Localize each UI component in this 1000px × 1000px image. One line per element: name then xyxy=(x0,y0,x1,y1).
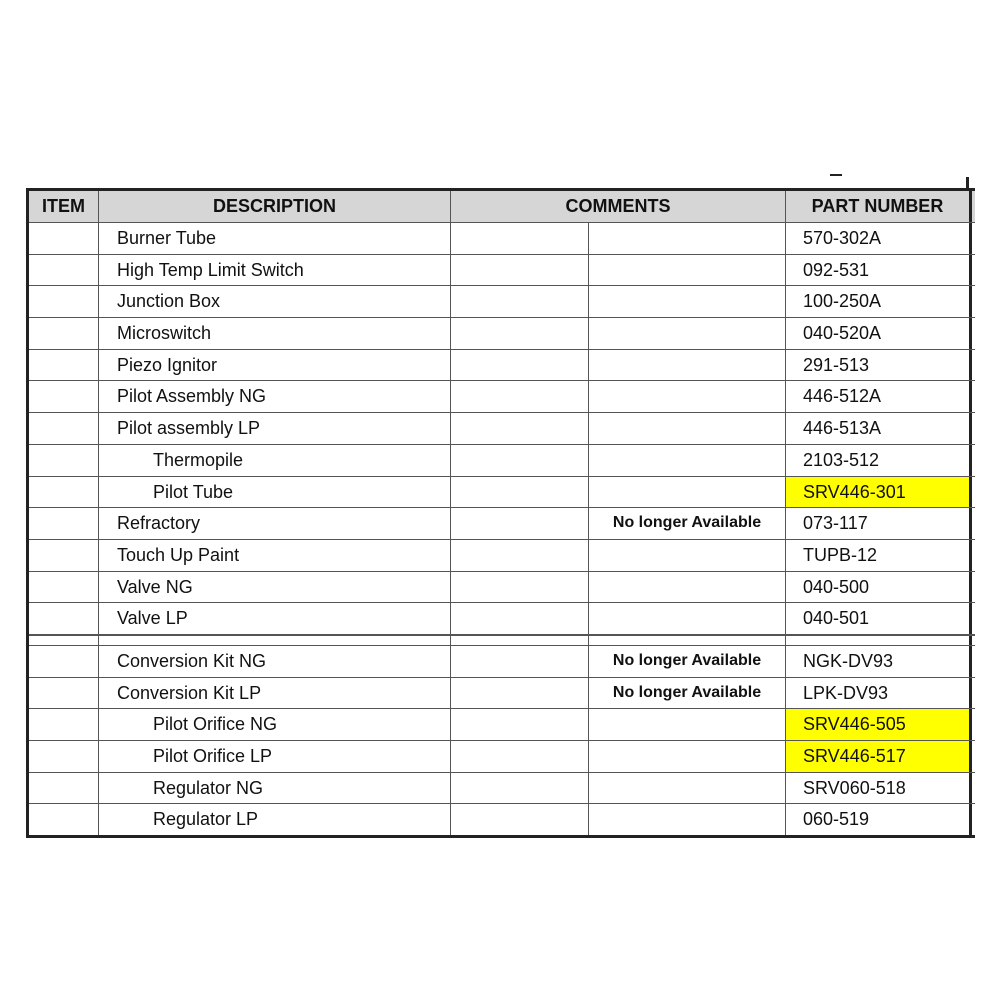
comment-cell-a xyxy=(451,741,589,772)
description-cell: Touch Up Paint xyxy=(99,540,451,571)
table-row xyxy=(29,350,975,382)
table-row xyxy=(29,804,975,835)
table-row xyxy=(29,223,975,255)
separator-cell xyxy=(451,636,589,645)
comment-cell xyxy=(589,804,786,835)
comment-cell xyxy=(589,540,786,571)
comment-cell xyxy=(589,709,786,740)
description-cell: Conversion Kit NG xyxy=(99,646,451,677)
table-row xyxy=(29,572,975,604)
separator-cell xyxy=(29,636,99,645)
comment-cell xyxy=(589,445,786,476)
description-cell: Thermopile xyxy=(99,445,451,476)
item-cell xyxy=(29,709,99,740)
comment-cell-a xyxy=(451,223,589,254)
part-number-cell: 040-501 xyxy=(786,603,972,634)
comment-cell xyxy=(589,286,786,317)
item-cell xyxy=(29,318,99,349)
header-description: DESCRIPTION xyxy=(99,191,451,222)
description-cell: Pilot Tube xyxy=(99,477,451,508)
comment-cell: No longer Available xyxy=(589,678,786,709)
part-number-cell: 040-520A xyxy=(786,318,972,349)
item-cell xyxy=(29,804,99,835)
item-cell xyxy=(29,508,99,539)
comment-cell xyxy=(589,741,786,772)
description-cell: High Temp Limit Switch xyxy=(99,255,451,286)
item-cell xyxy=(29,540,99,571)
table-row xyxy=(29,413,975,445)
comment-cell xyxy=(589,477,786,508)
part-number-cell-highlighted: SRV446-505 xyxy=(786,709,972,740)
item-cell xyxy=(29,603,99,634)
description-cell: Junction Box xyxy=(99,286,451,317)
comment-cell-a xyxy=(451,709,589,740)
comment-cell-a xyxy=(451,572,589,603)
description-cell: Microswitch xyxy=(99,318,451,349)
item-cell xyxy=(29,678,99,709)
description-cell: Burner Tube xyxy=(99,223,451,254)
comment-cell-a xyxy=(451,804,589,835)
part-number-cell: 2103-512 xyxy=(786,445,972,476)
description-cell: Pilot assembly LP xyxy=(99,413,451,444)
parts-table xyxy=(26,188,975,838)
item-cell xyxy=(29,445,99,476)
comment-cell-a xyxy=(451,477,589,508)
comment-cell-a xyxy=(451,413,589,444)
table-row xyxy=(29,477,975,509)
description-cell: Piezo Ignitor xyxy=(99,350,451,381)
table-row xyxy=(29,286,975,318)
item-cell xyxy=(29,572,99,603)
item-cell xyxy=(29,741,99,772)
comment-cell-a xyxy=(451,508,589,539)
table-row xyxy=(29,741,975,773)
part-number-cell-highlighted: SRV446-301 xyxy=(786,477,972,508)
comment-cell-a xyxy=(451,540,589,571)
comment-cell xyxy=(589,413,786,444)
item-cell xyxy=(29,350,99,381)
group-separator xyxy=(29,635,975,646)
comment-cell xyxy=(589,572,786,603)
item-cell xyxy=(29,223,99,254)
part-number-cell: 060-519 xyxy=(786,804,972,835)
comment-cell xyxy=(589,318,786,349)
part-number-cell: 100-250A xyxy=(786,286,972,317)
item-cell xyxy=(29,413,99,444)
table-row xyxy=(29,678,975,710)
comment-cell xyxy=(589,350,786,381)
part-number-cell: 073-117 xyxy=(786,508,972,539)
table-row xyxy=(29,709,975,741)
table-row xyxy=(29,508,975,540)
comment-cell: No longer Available xyxy=(589,646,786,677)
part-number-cell: SRV060-518 xyxy=(786,773,972,804)
comment-cell-a xyxy=(451,646,589,677)
description-cell: Refractory xyxy=(99,508,451,539)
item-cell xyxy=(29,286,99,317)
comment-cell-a xyxy=(451,381,589,412)
table-row xyxy=(29,540,975,572)
top-mark xyxy=(830,174,842,176)
part-number-cell: 291-513 xyxy=(786,350,972,381)
table-row xyxy=(29,255,975,287)
header-comments: COMMENTS xyxy=(451,191,786,222)
header-part-number: PART NUMBER xyxy=(786,191,972,222)
description-cell: Regulator LP xyxy=(99,804,451,835)
item-cell xyxy=(29,646,99,677)
item-cell xyxy=(29,477,99,508)
table-row xyxy=(29,318,975,350)
separator-cell xyxy=(589,636,786,645)
comment-cell-a xyxy=(451,445,589,476)
description-cell: Pilot Orifice NG xyxy=(99,709,451,740)
item-cell xyxy=(29,255,99,286)
part-number-cell: NGK-DV93 xyxy=(786,646,972,677)
header-item: ITEM xyxy=(29,191,99,222)
description-cell: Valve NG xyxy=(99,572,451,603)
table-row xyxy=(29,445,975,477)
description-cell: Pilot Assembly NG xyxy=(99,381,451,412)
part-number-cell: 446-512A xyxy=(786,381,972,412)
part-number-cell: TUPB-12 xyxy=(786,540,972,571)
description-cell: Regulator NG xyxy=(99,773,451,804)
description-cell: Valve LP xyxy=(99,603,451,634)
item-cell xyxy=(29,381,99,412)
comment-cell-a xyxy=(451,603,589,634)
comment-cell-a xyxy=(451,286,589,317)
part-number-cell: 570-302A xyxy=(786,223,972,254)
comment-cell xyxy=(589,255,786,286)
part-number-cell-highlighted: SRV446-517 xyxy=(786,741,972,772)
separator-cell xyxy=(786,636,972,645)
comment-cell xyxy=(589,773,786,804)
table-row xyxy=(29,603,975,635)
comment-cell: No longer Available xyxy=(589,508,786,539)
comment-cell-a xyxy=(451,255,589,286)
part-number-cell: 040-500 xyxy=(786,572,972,603)
description-cell: Conversion Kit LP xyxy=(99,678,451,709)
table-row xyxy=(29,646,975,678)
comment-cell xyxy=(589,223,786,254)
item-cell xyxy=(29,773,99,804)
table-header xyxy=(29,188,975,223)
part-number-cell: 092-531 xyxy=(786,255,972,286)
comment-cell xyxy=(589,381,786,412)
part-number-cell: LPK-DV93 xyxy=(786,678,972,709)
comment-cell-a xyxy=(451,678,589,709)
part-number-cell: 446-513A xyxy=(786,413,972,444)
comment-cell-a xyxy=(451,350,589,381)
table-row xyxy=(29,381,975,413)
description-cell: Pilot Orifice LP xyxy=(99,741,451,772)
table-row xyxy=(29,773,975,805)
comment-cell-a xyxy=(451,773,589,804)
separator-cell xyxy=(99,636,451,645)
comment-cell xyxy=(589,603,786,634)
comment-cell-a xyxy=(451,318,589,349)
